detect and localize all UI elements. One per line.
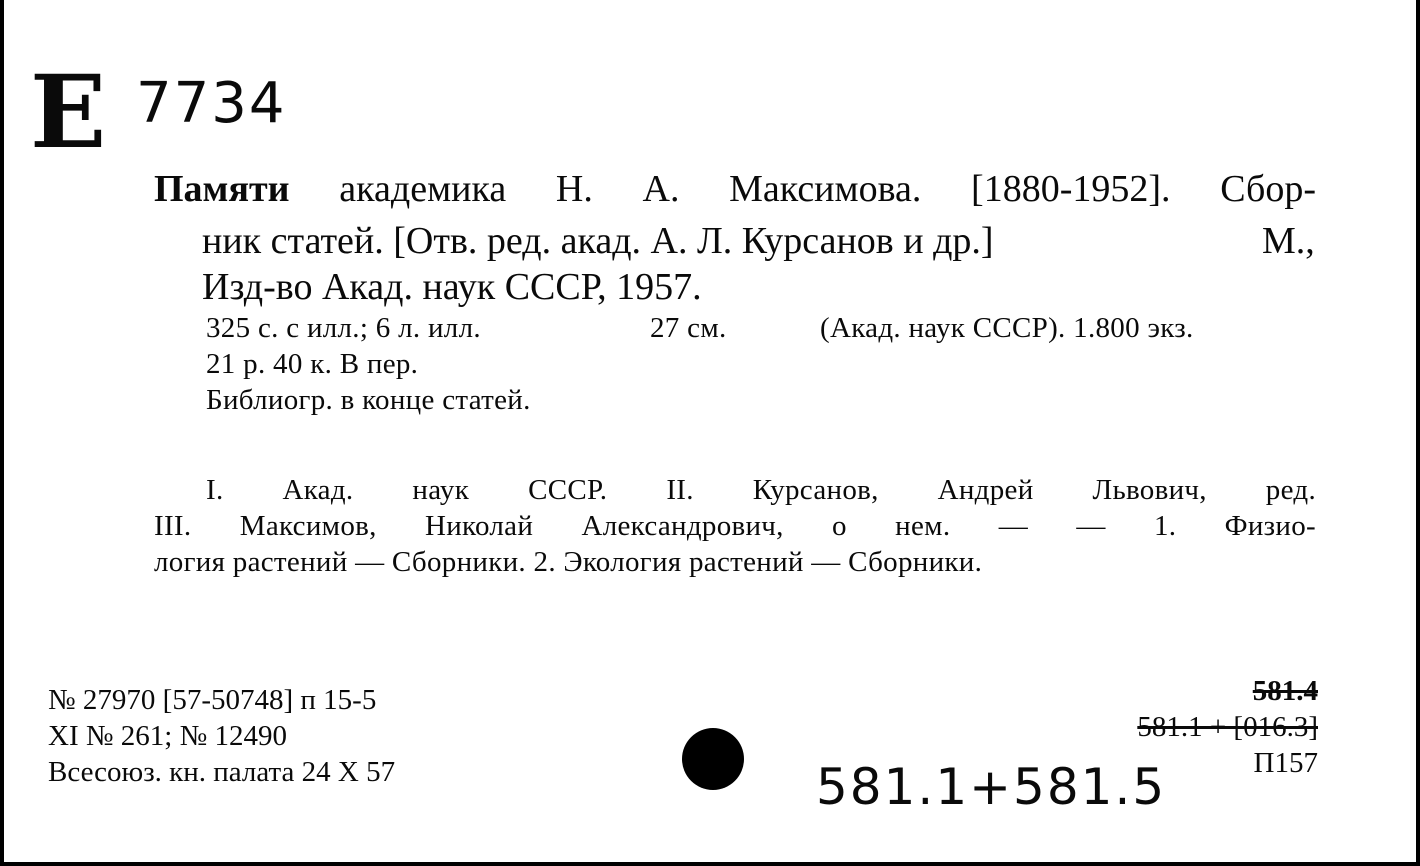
tracing-line-3: логия растений — Сборники. 2. Экология растений — Сборники. (154, 546, 983, 578)
registration-line-2: XI № 261; № 12490 (48, 720, 287, 752)
pagination: 325 с. с илл.; 6 л. илл. (206, 312, 481, 344)
title-line-1 (154, 166, 1316, 212)
tracing-line-1: I. Акад. наук СССР. II. Курсанов, Андрей Львович, ред. (206, 474, 1316, 506)
series-edition: (Акад. наук СССР). 1.800 экз. (820, 312, 1194, 344)
class-struck-2: 581.1 + [016.3] (1137, 711, 1318, 743)
bibliography-note: Библиогр. в конце статей. (206, 384, 531, 416)
catalog-card (4, 0, 1416, 866)
size: 27 см. (650, 312, 727, 344)
tracing-line-2: III. Максимов, Николай Александрович, о нем. — — 1. Физио- (154, 510, 1316, 542)
punched-hole (682, 728, 744, 790)
handwritten-class: 581.1+581.5 (816, 758, 1167, 816)
title-heading: Памяти (154, 168, 290, 210)
shelf-letter: Е (30, 53, 107, 171)
class-struck-1: 581.4 (1252, 675, 1318, 707)
registration-line-1: № 27970 [57-50748] п 15-5 (48, 684, 377, 716)
class-mark: П157 (1253, 747, 1318, 779)
title-line-2: ник статей. [Отв. ред. акад. А. Л. Курсанов и др.] (202, 220, 994, 262)
shelf-number: 7734 (136, 71, 287, 136)
publisher-city: М., (1262, 220, 1315, 262)
registration-line-3: Всесоюз. кн. палата 24 X 57 (48, 756, 396, 788)
title-text: академика Н. А. Максимова. [1880-1952]. Сбор- (339, 168, 1317, 210)
imprint-line: Изд-во Акад. наук СССР, 1957. (202, 266, 702, 308)
price: 21 р. 40 к. В пер. (206, 348, 419, 380)
